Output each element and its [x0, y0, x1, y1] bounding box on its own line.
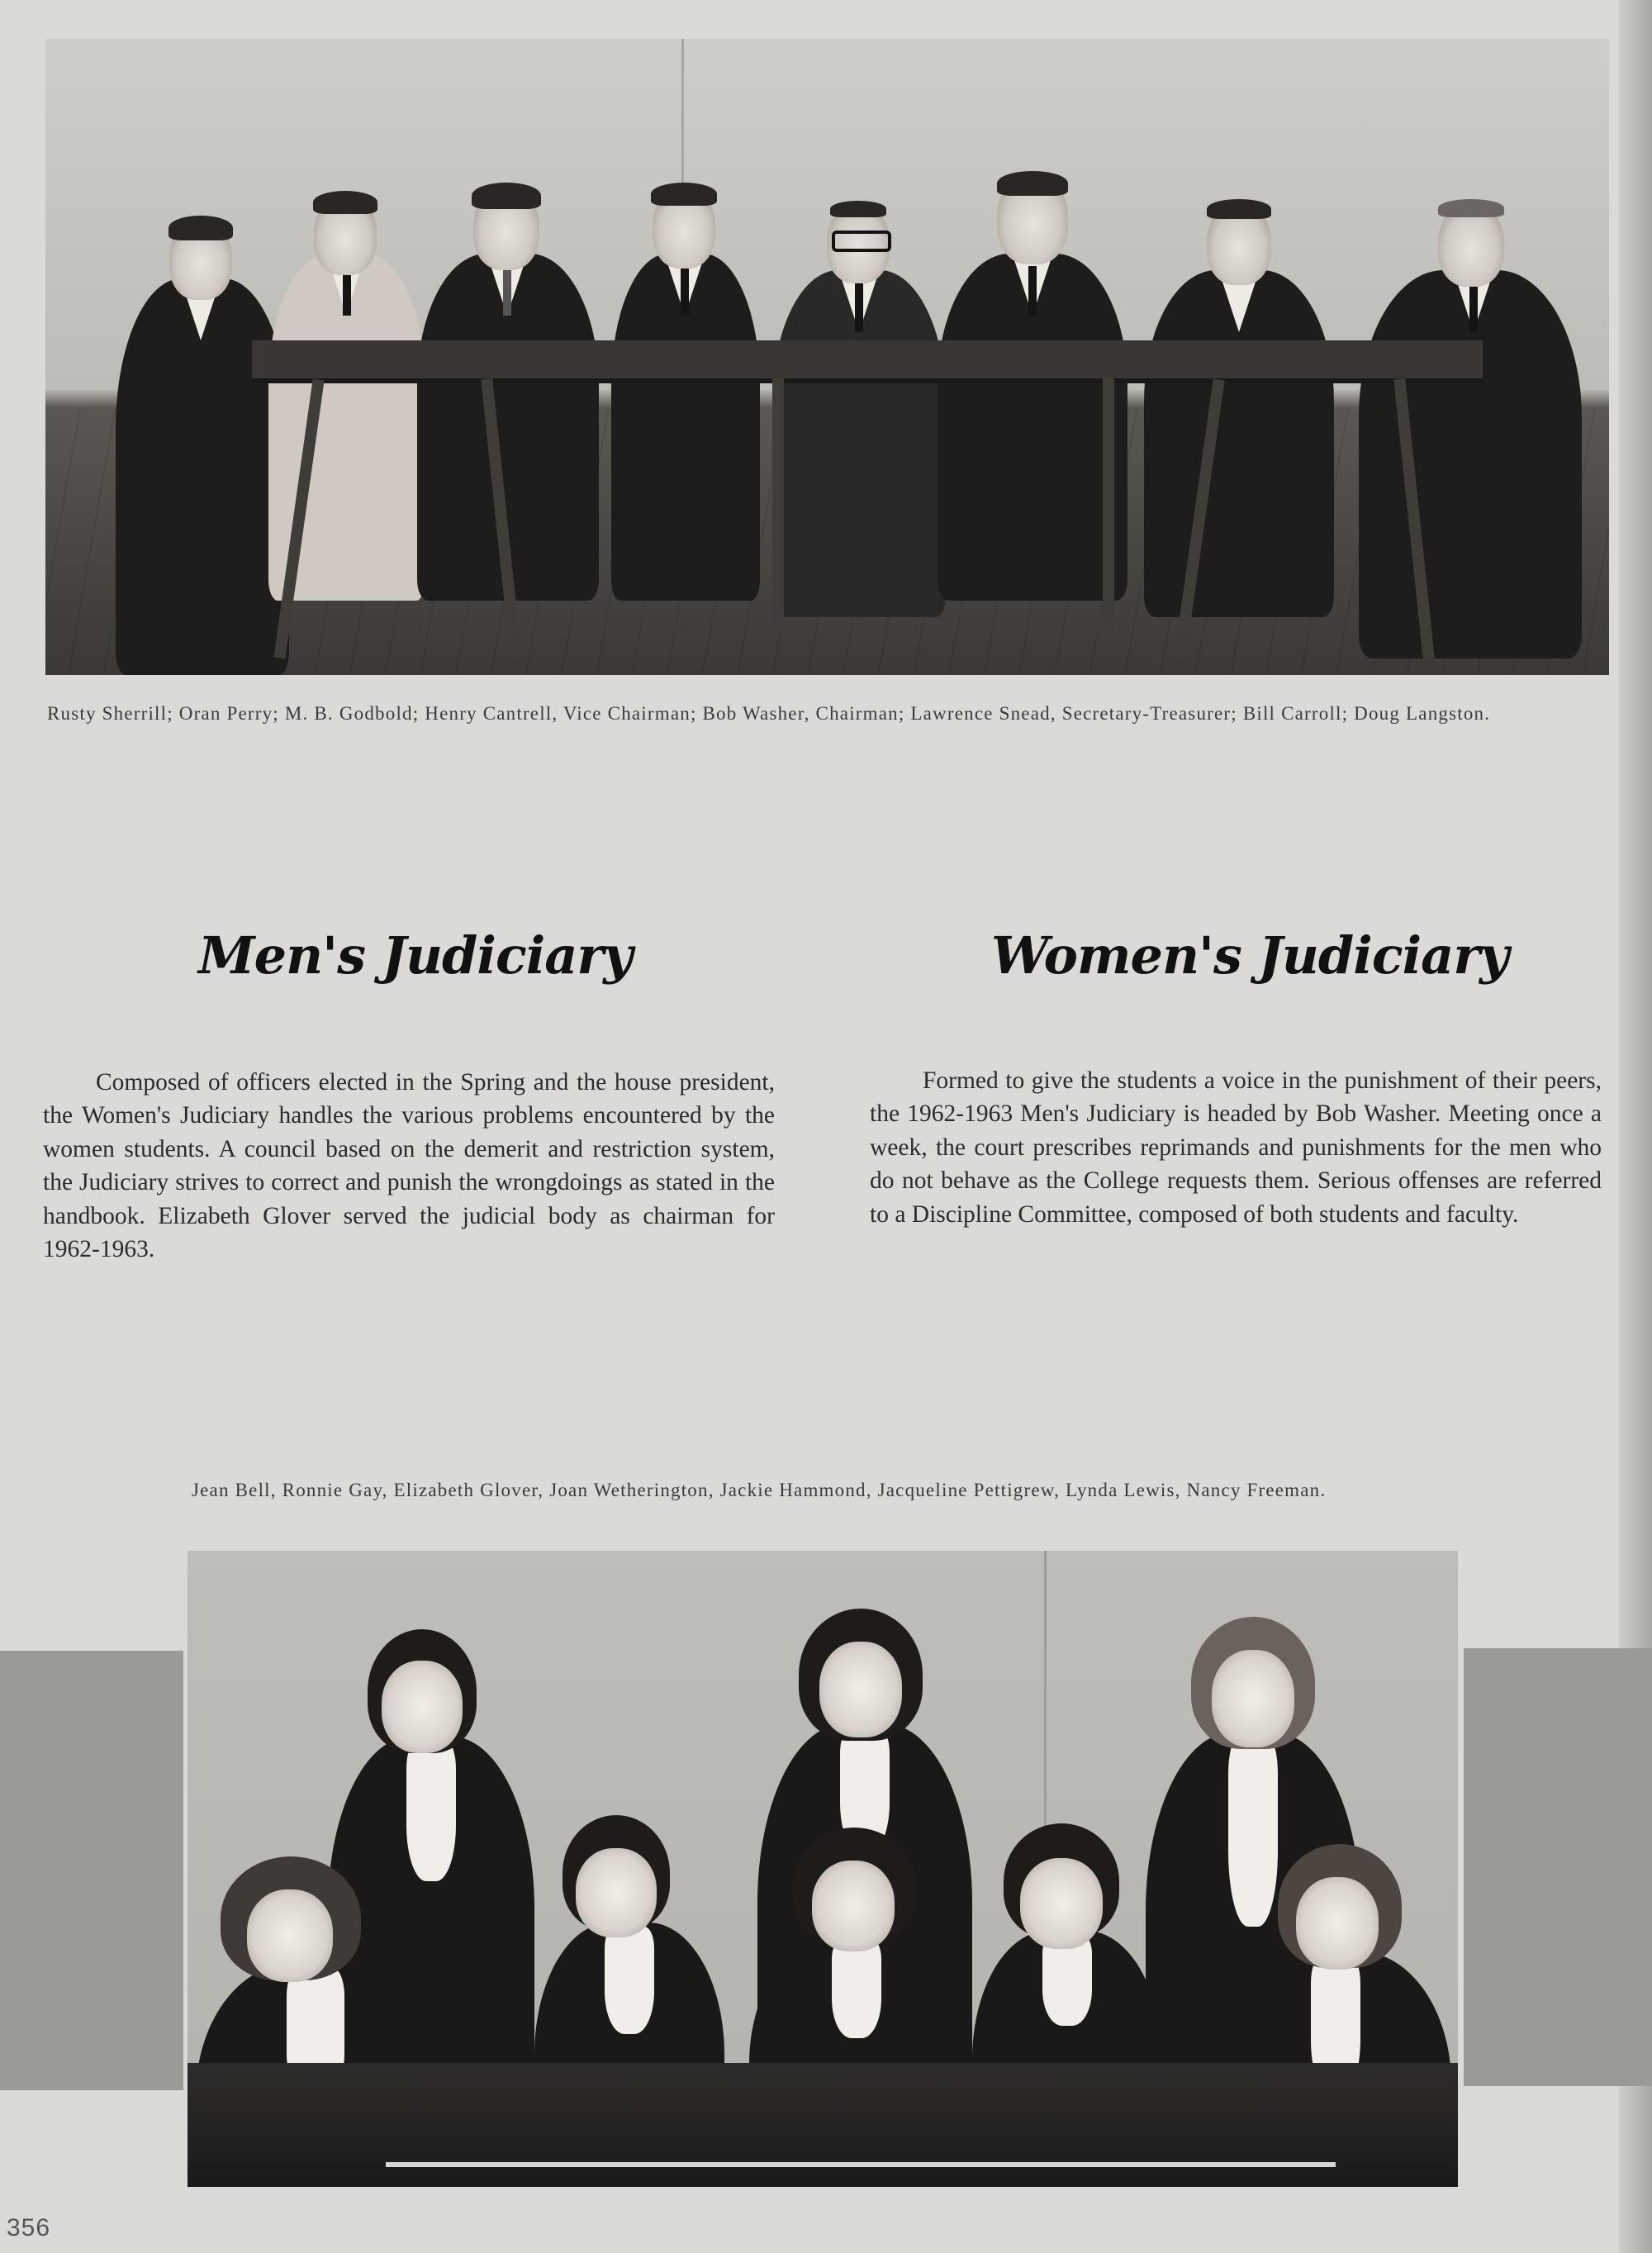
table-leg: [772, 378, 784, 626]
women-table: [188, 2063, 1458, 2187]
women-judiciary-heading: Women's Judiciary: [991, 925, 1509, 986]
left-column-paragraph: Composed of officers elected in the Spring and the house president, the Women's Judiciary handles the various problems encountered by the women students. A council based on the demerit and restriction system, the Judiciary strives to correct and punish the wrongdoings as stated in the handbook. Elizabeth Glover served the judicial body as chairman for 1962-1963.: [43, 1068, 775, 1262]
left-gray-bar: [0, 1651, 183, 2090]
men-judiciary-photo: [45, 39, 1609, 675]
men-judiciary-heading: Men's Judiciary: [198, 925, 633, 986]
right-column-paragraph: Formed to give the students a voice in the punishment of their peers, the 1962-1963 Men's Judiciary is headed by Bob Washer. Meeting once a week, the court prescribes reprimands and punishments for the men who do not behave as the College requests them. Serious offenses are referred to a Discipline Committee, composed of both students and faculty.: [870, 1067, 1602, 1228]
table-edge: [386, 2162, 1336, 2167]
right-gray-bar: [1464, 1648, 1652, 2086]
table: [252, 340, 1483, 383]
glasses-icon: [832, 231, 891, 252]
woman-front-2: [534, 1815, 605, 1832]
men-photo-caption: Rusty Sherrill; Oran Perry; M. B. Godbold; Henry Cantrell, Vice Chairman; Bob Washer, Chairman; Lawrence Snead, Secretary-Treasurer; Bill Carroll; Doug Langston.: [47, 703, 1491, 724]
women-judiciary-photo: [188, 1551, 1458, 2187]
women-photo-caption: Jean Bell, Ronnie Gay, Elizabeth Glover, Joan Wetherington, Jackie Hammond, Jacqueline Pettigrew, Lynda Lewis, Nancy Freeman.: [192, 1480, 1327, 1500]
page-number: 356: [7, 2214, 51, 2241]
table-leg: [1103, 378, 1114, 626]
